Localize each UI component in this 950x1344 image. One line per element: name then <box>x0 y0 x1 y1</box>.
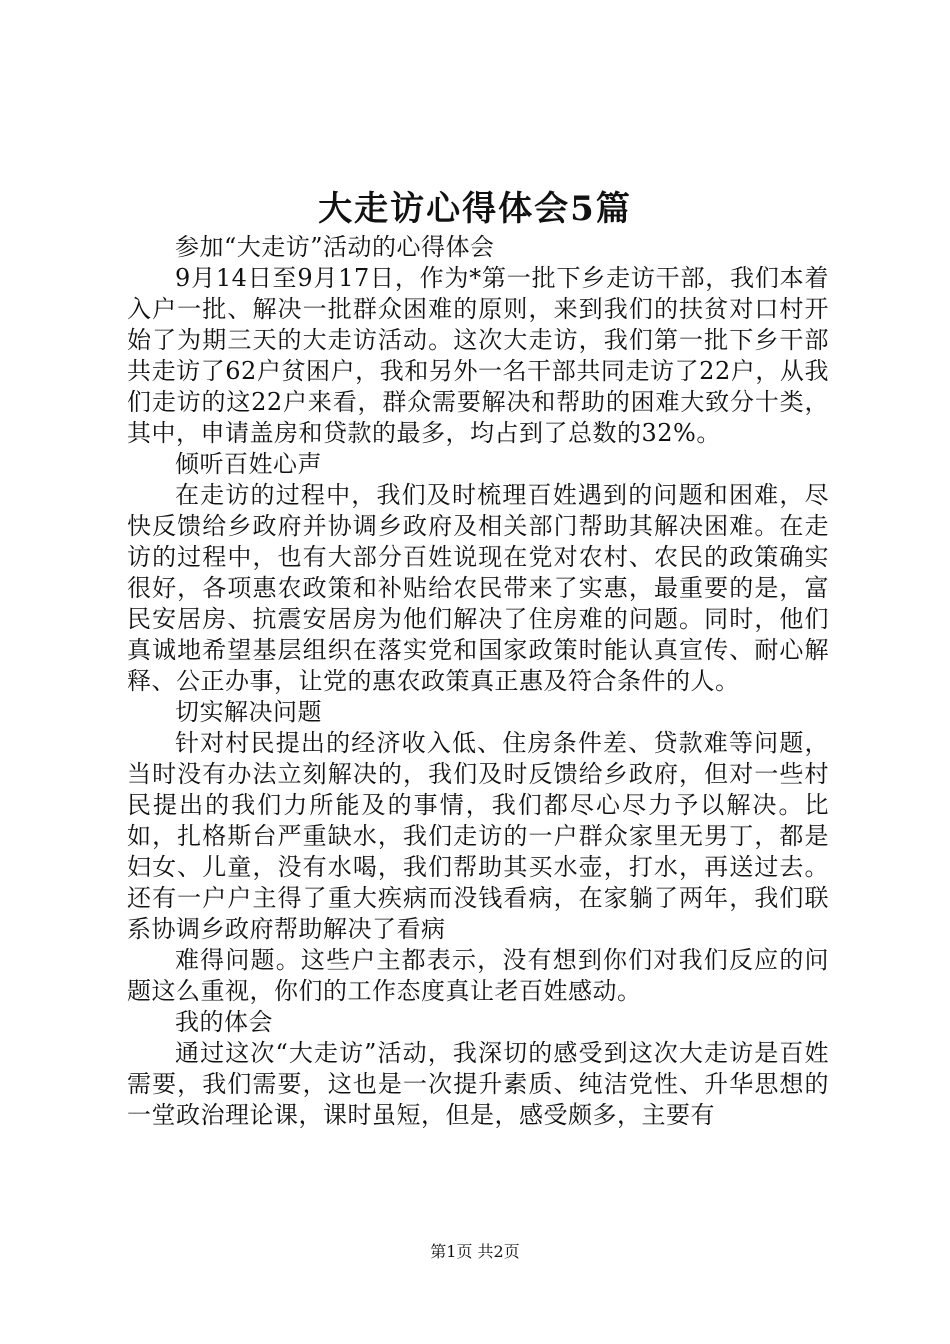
section-heading-experience: 我的体会 <box>175 1008 273 1036</box>
paragraph-visit-overview: 9月14日至9月17日，作为*第一批下乡走访干部，我们本着入户一批、解决一批群众困难的原则，来到我们的扶贫对口村开始了为期三天的大走访活动。这次大走访，我们第一批下乡干部共走访了62户贫困户，我和另外一名干部共同走访了22户，从我们走访的这22户来看，群众需要解决和帮助的困难大致分十类，其中，申请盖房和贷款的最多，均占到了总数的32%。 <box>127 264 829 447</box>
paragraph-solve: 针对村民提出的经济收入低、住房条件差、贷款难等问题，当时没有办法立刻解决的，我们及时反馈给乡政府，但对一些村民提出的我们力所能及的事情，我们都尽心尽力予以解决。比如，扎格斯台严重缺水，我们走访的一户群众家里无男丁，都是妇女、儿童，没有水喝，我们帮助其买水壶，打水，再送过去。还有一户户主得了重大疾病而没钱看病，在家躺了两年，我们联系协调乡政府帮助解决了看病 <box>127 729 829 943</box>
document-title: 大走访心得体会5篇 <box>318 189 632 229</box>
paragraph-solve-continued: 难得问题。这些户主都表示，没有想到你们对我们反应的问题这么重视，你们的工作态度真让老百姓感动。 <box>127 946 829 1005</box>
paragraph-listen: 在走访的过程中，我们及时梳理百姓遇到的问题和困难，尽快反馈给乡政府并协调乡政府及相关部门帮助其解决困难。在走访的过程中，也有大部分百姓说现在党对农村、农民的政策确实很好，各项惠农政策和补贴给农民带来了实惠，最重要的是，富民安居房、抗震安居房为他们解决了住房难的问题。同时，他们真诚地希望基层组织在落实党和国家政策时能认真宣传、耐心解释、公正办事，让党的惠农政策真正惠及符合条件的人。 <box>127 481 829 695</box>
page-footer: 第1页 共2页 <box>430 1242 520 1261</box>
paragraph-experience: 通过这次“大走访”活动，我深切的感受到这次大走访是百姓需要，我们需要，这也是一次提升素质、纯洁党性、升华思想的一堂政治理论课，课时虽短，但是，感受颇多，主要有 <box>127 1039 829 1129</box>
document-body <box>127 232 829 1131</box>
section-heading-participation: 参加“大走访”活动的心得体会 <box>175 233 495 261</box>
section-heading-solve: 切实解决问题 <box>175 698 322 726</box>
section-heading-listen: 倾听百姓心声 <box>175 450 322 478</box>
